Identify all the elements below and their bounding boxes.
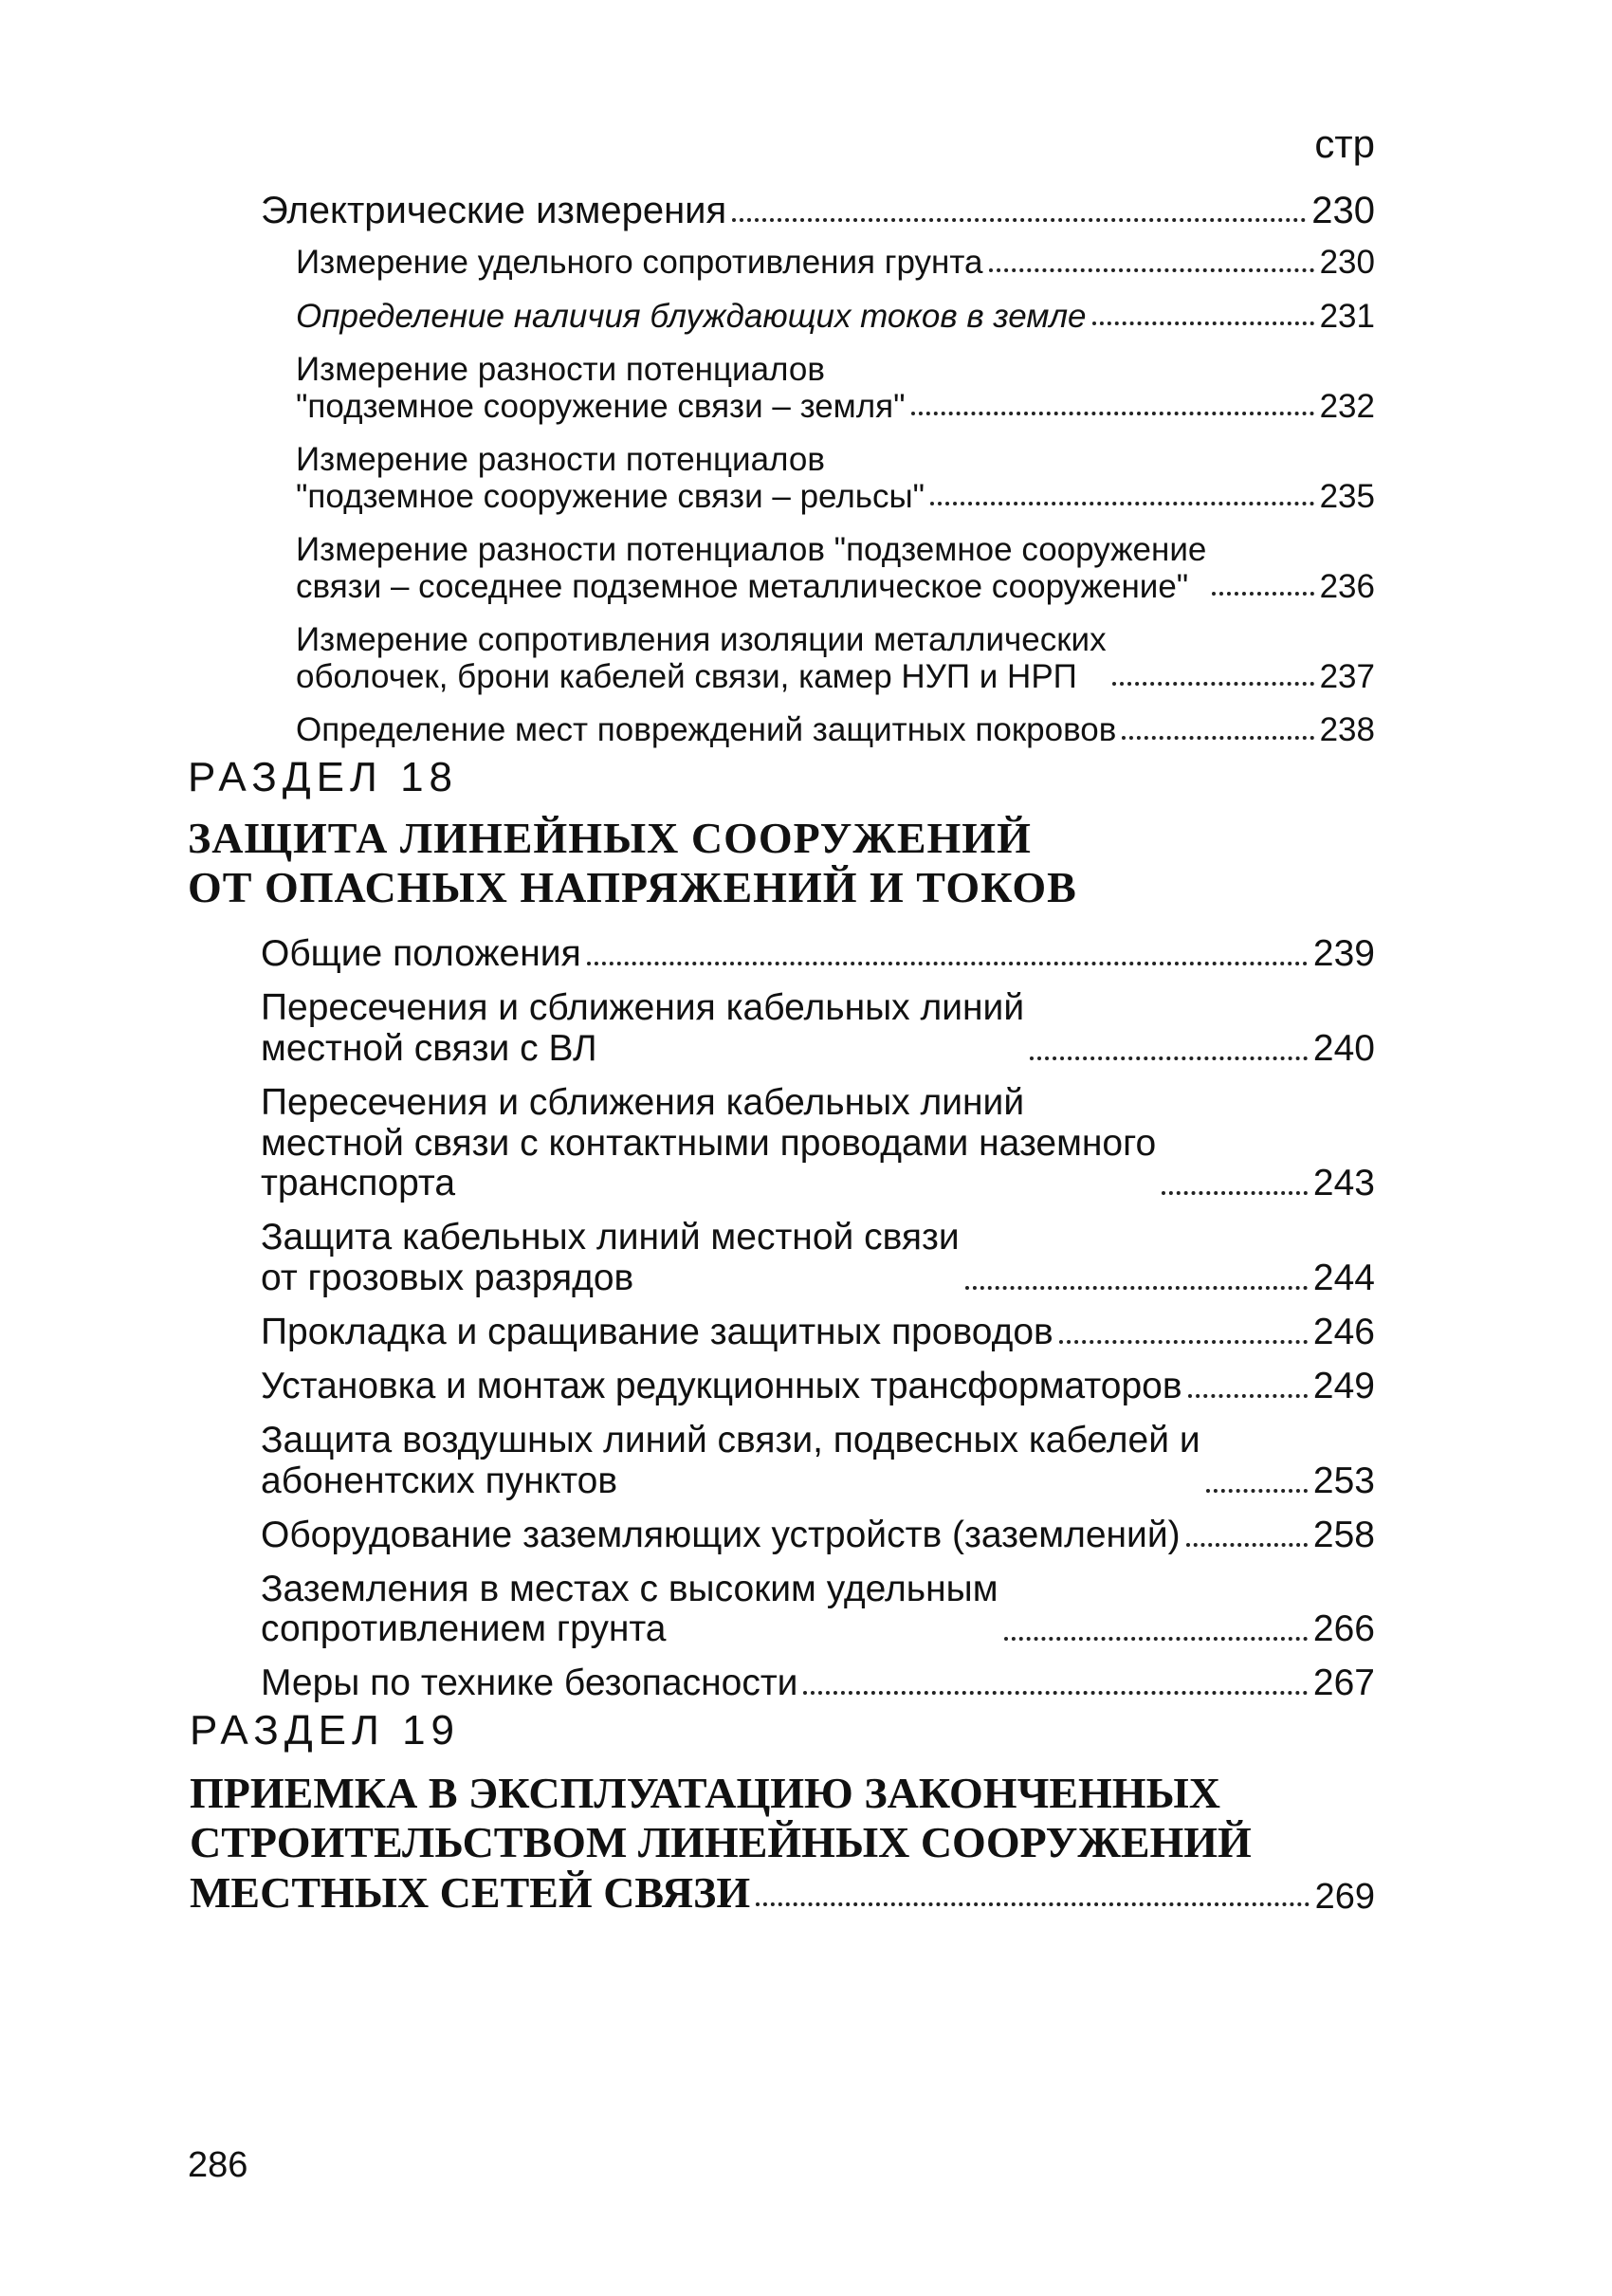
toc-entry-text: Электрические измерения: [261, 190, 727, 231]
toc-entry-page: 236: [1319, 567, 1375, 605]
page-number: 286: [188, 2145, 248, 2185]
dot-leader: [756, 1902, 1309, 1906]
toc-entry-page: 266: [1312, 1608, 1375, 1650]
toc-entry-text: Измерение сопротивления изоляции металлических оболочек, брони кабелей связи, камер НУП и НРП: [296, 621, 1107, 695]
section19-title-line: ПРИЕМКА В ЭКСПЛУАТАЦИЮ ЗАКОНЧЕННЫХ: [190, 1769, 1220, 1817]
toc-entry-page: 238: [1319, 711, 1375, 748]
dot-leader: [1162, 1191, 1308, 1195]
dot-leader: [1112, 682, 1314, 686]
section19-title[interactable]: [190, 1769, 1375, 1918]
dot-leader: [1030, 1056, 1308, 1060]
page-column-header: стр: [1314, 121, 1375, 166]
section19-title-line: МЕСТНЫХ СЕТЕЙ СВЯЗИ: [190, 1867, 751, 1917]
toc-entry[interactable]: [296, 532, 1375, 605]
toc-entry[interactable]: [261, 1313, 1375, 1353]
toc-entry-page: 244: [1312, 1258, 1375, 1299]
toc-entry[interactable]: [261, 1367, 1375, 1407]
toc-entry-page: 232: [1319, 387, 1375, 425]
toc-entry-text: Определение наличия блуждающих токов в земле: [296, 297, 1087, 335]
toc-entry[interactable]: [296, 299, 1375, 336]
toc-entry[interactable]: [261, 1663, 1375, 1704]
toc-entry[interactable]: [296, 712, 1375, 749]
toc-entry[interactable]: [261, 988, 1375, 1070]
toc-entry[interactable]: [261, 1515, 1375, 1556]
toc-entry-text: Пересечения и сближения кабельных линий местной связи с контактными проводами наземного транспорта: [261, 1081, 1157, 1204]
toc-entry[interactable]: [296, 442, 1375, 515]
dot-leader: [911, 412, 1314, 415]
dot-leader: [732, 218, 1306, 222]
toc-entry-page: 230: [1319, 244, 1375, 281]
dot-leader: [587, 962, 1308, 965]
toc-entry-text: Определение мест повреждений защитных покровов: [296, 711, 1117, 748]
dot-leader: [1004, 1637, 1308, 1641]
toc-entry-text: Общие положения: [261, 933, 581, 974]
section18-title-line: ОТ ОПАСНЫХ НАПРЯЖЕНИЙ И ТОКОВ: [188, 862, 1077, 911]
toc-entry[interactable]: [261, 190, 1375, 231]
toc-entry[interactable]: [261, 1218, 1375, 1299]
toc-entry-text: Защита кабельных линий местной связи от грозовых разрядов: [261, 1217, 960, 1299]
toc-entry-page: 267: [1312, 1662, 1375, 1704]
dot-leader: [1059, 1340, 1308, 1344]
section18-toc: [261, 934, 1375, 1717]
toc-entry[interactable]: [261, 1083, 1375, 1205]
toc-entry[interactable]: [296, 622, 1375, 695]
section17-toc: [261, 190, 1375, 766]
toc-entry-page: 258: [1312, 1514, 1375, 1555]
toc-entry-page: 249: [1312, 1366, 1375, 1407]
dot-leader: [1212, 592, 1313, 596]
toc-entry-text: Оборудование заземляющих устройств (заземлений): [261, 1514, 1181, 1555]
dot-leader: [989, 268, 1314, 272]
dot-leader: [930, 502, 1314, 505]
toc-entry-text: Измерение разности потенциалов "подземное сооружение связи – соседнее подземное металлическое сооружение": [296, 531, 1207, 605]
section19-label: РАЗДЕЛ 19: [190, 1707, 461, 1754]
toc-entry[interactable]: [261, 1421, 1375, 1502]
section19-title-line: СТРОИТЕЛЬСТВОМ ЛИНЕЙНЫХ СООРУЖЕНИЙ: [190, 1818, 1252, 1867]
toc-entry-page: 269: [1314, 1877, 1375, 1917]
toc-entry-text: Установка и монтаж редукционных трансформаторов: [261, 1366, 1182, 1407]
dot-leader: [803, 1691, 1307, 1695]
toc-entry-text: Измерение разности потенциалов "подземное сооружение связи – рельсы": [296, 441, 925, 515]
dot-leader: [965, 1286, 1308, 1290]
dot-leader: [1206, 1489, 1308, 1493]
toc-entry-text: Измерение разности потенциалов "подземное сооружение связи – земля": [296, 351, 906, 425]
section18-label: РАЗДЕЛ 18: [188, 754, 459, 800]
toc-entry-page: 239: [1312, 933, 1375, 974]
section18-title-line: ЗАЩИТА ЛИНЕЙНЫХ СООРУЖЕНИЙ: [188, 814, 1032, 862]
dot-leader: [1186, 1543, 1308, 1547]
toc-entry-page: 237: [1319, 657, 1375, 695]
section18-title: [188, 814, 1373, 911]
toc-entry-page: 230: [1311, 190, 1375, 231]
toc-entry[interactable]: [261, 934, 1375, 975]
toc-entry-page: 235: [1319, 477, 1375, 515]
toc-entry-page: 246: [1312, 1312, 1375, 1353]
toc-entry-text: Прокладка и сращивание защитных проводов: [261, 1312, 1053, 1353]
toc-entry-page: 243: [1312, 1163, 1375, 1204]
section19-title-last-line: [190, 1868, 1375, 1918]
toc-entry[interactable]: [261, 1570, 1375, 1651]
toc-entry[interactable]: [296, 245, 1375, 282]
toc-entry-text: Пересечения и сближения кабельных линий местной связи с ВЛ: [261, 986, 1025, 1069]
toc-entry-page: 253: [1312, 1460, 1375, 1501]
toc-entry-text: Защита воздушных линий связи, подвесных кабелей и абонентских пунктов: [261, 1419, 1200, 1501]
dot-leader: [1122, 736, 1313, 740]
toc-entry-text: Заземления в местах с высоким удельным сопротивлением грунта: [261, 1568, 998, 1650]
dot-leader: [1188, 1394, 1308, 1398]
toc-entry-text: Измерение удельного сопротивления грунта: [296, 244, 983, 281]
toc-entry-page: 240: [1312, 1027, 1375, 1069]
toc-entry[interactable]: [296, 352, 1375, 425]
dot-leader: [1092, 321, 1314, 325]
toc-entry-page: 231: [1319, 297, 1375, 335]
toc-entry-text: Меры по технике безопасности: [261, 1662, 798, 1704]
